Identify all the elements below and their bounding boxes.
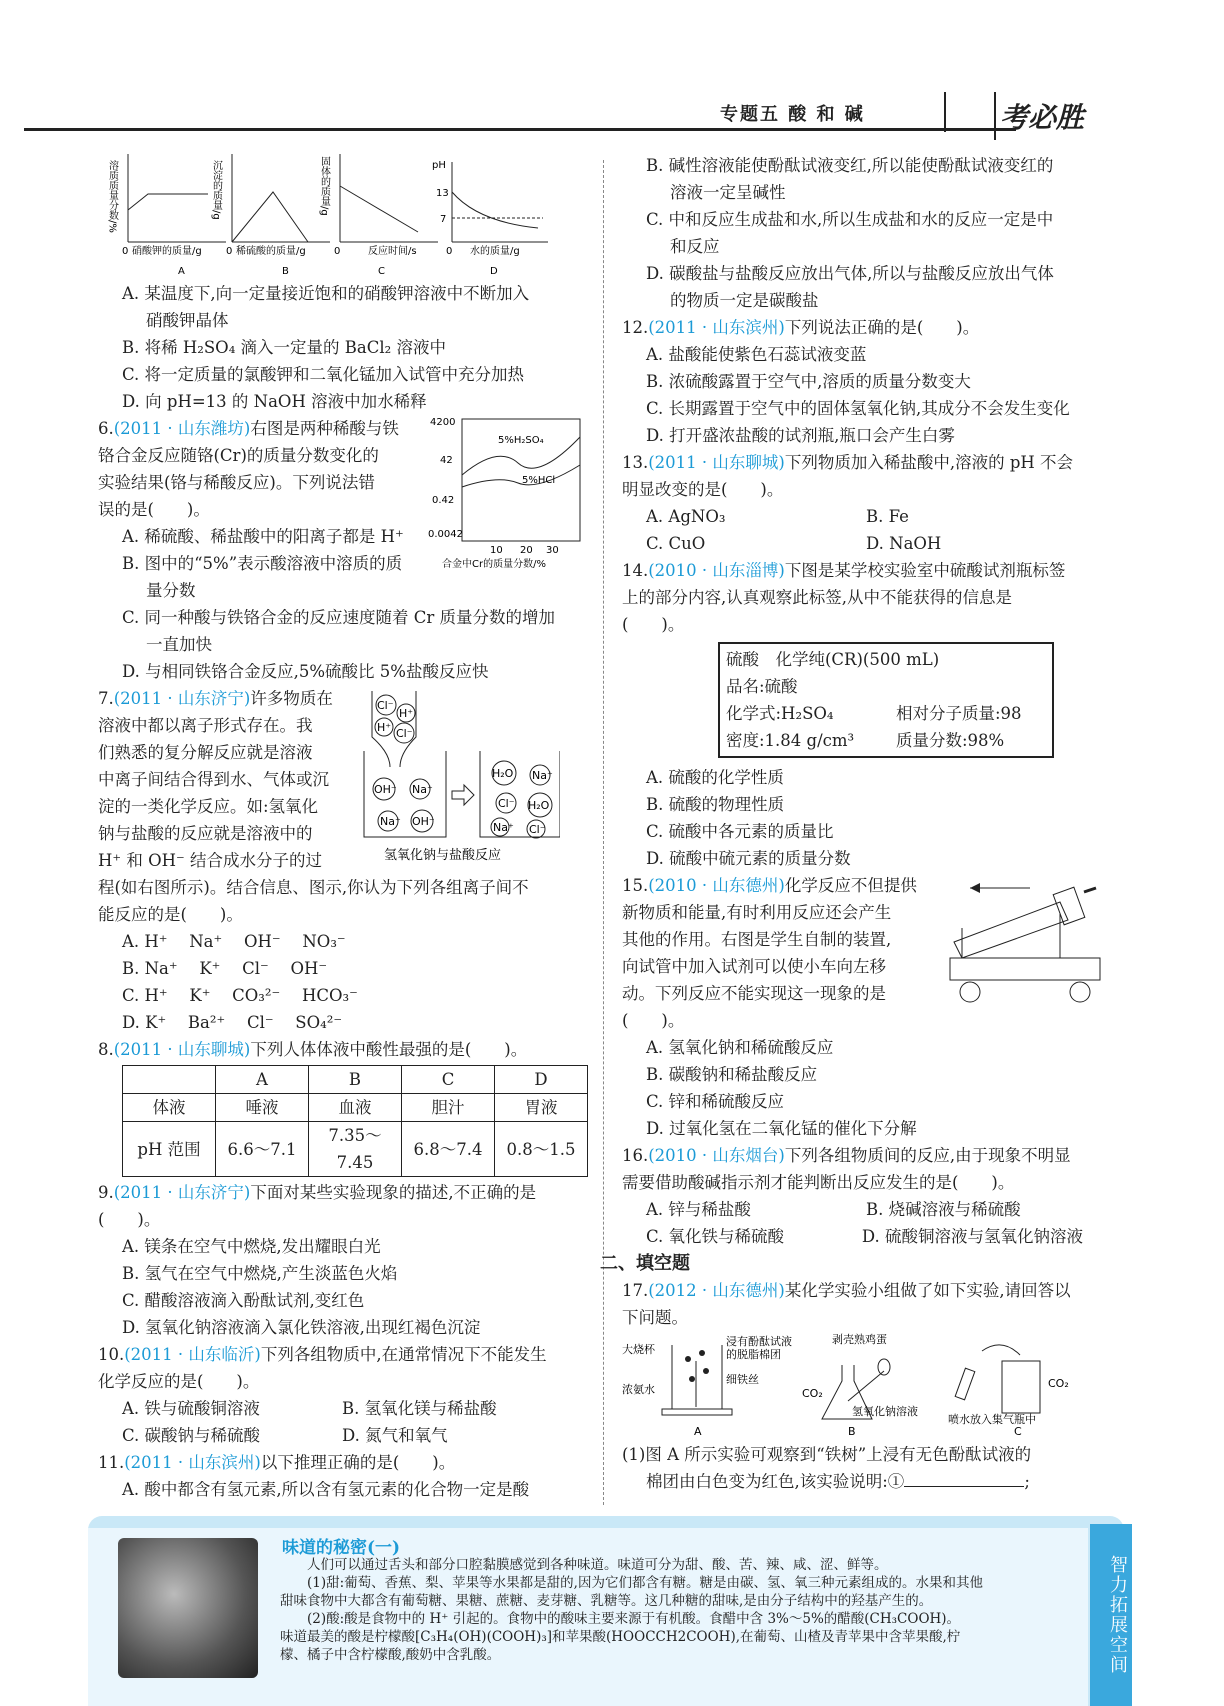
graph-a (107, 154, 227, 277)
q7-line-9: 能反应的是( )。 (98, 905, 243, 924)
q9-option-d: D. 氢氧化钠溶液滴入氯化铁溶液,出现红褐色沉淀 (122, 1318, 481, 1337)
q5-option-c: C. 将一定质量的氯酸钾和二氧化锰加入试管中充分加热 (122, 365, 525, 384)
q9-option-b: B. 氢气在空气中燃烧,产生淡蓝色火焰 (122, 1264, 398, 1283)
q10-options-row-2 (98, 1422, 598, 1449)
q15-option-d: D. 过氧化氢在二氧化锰的催化下分解 (646, 1119, 917, 1138)
q7-figure-caption: 氢氧化钠与盐酸反应 (384, 848, 502, 863)
extension-line: 甜味食物中大都含有葡萄糖、果糖、蔗糖、麦芽糖、乳糖等。这几种糖的甜味,是由分子结构中的羟基产生的。 (280, 1593, 933, 1609)
q15-line-5: 动。下列反应不能实现这一现象的是 (622, 984, 886, 1003)
question-7 (98, 685, 598, 1036)
q16-stem-cont: 需要借助酸碱指示剂才能判断出反应发生的是( )。 (622, 1173, 1015, 1192)
graph-d-origin: 0 (446, 246, 453, 257)
q7-option-d: D. K⁺ Ba²⁺ Cl⁻ SO₄²⁻ (122, 1013, 343, 1032)
q15-line-6: ( )。 (622, 1011, 685, 1030)
answer-blank[interactable] (904, 1468, 1024, 1487)
q13-option-a: A. AgNO₃ (646, 507, 726, 526)
ion-h-2: H⁺ (377, 721, 392, 734)
q7-ion-figure (360, 687, 560, 877)
figure-a (622, 1334, 792, 1438)
q14-stem-cont: 上的部分内容,认真观察此标签,从中不能获得的信息是 (622, 588, 1012, 607)
graph-a-origin: 0 (122, 246, 129, 257)
ion-oh: OH⁻ (374, 783, 397, 796)
label-line-2: 品名:硫酸 (726, 677, 798, 696)
ion-na: Na⁺ (412, 783, 433, 796)
q7-line-8: 程(如右图所示)。结合信息、图示,你认为下列各组离子间不 (98, 878, 529, 897)
q6-xlabel: 合金中Cr的质量分数/% (442, 559, 546, 570)
graph-d-tick-7: 7 (440, 214, 447, 225)
question-6 (98, 415, 598, 685)
label-big-beaker: 大烧杯 (622, 1343, 655, 1356)
q6-ytick-042: 0.42 (432, 495, 455, 506)
q10-stem: 10.(2011 · 山东临沂)下列各组物质中,在通常情况下不能发生 (98, 1345, 547, 1364)
q11-stem: 11.(2011 · 山东滨州)以下推理正确的是( )。 (98, 1453, 456, 1472)
q11-option-a: A. 酸中都含有氢元素,所以含有氢元素的化合物一定是酸 (122, 1480, 530, 1499)
label-phenolphthalein: 浸有酚酞试液 (726, 1335, 792, 1348)
q13-options-row-1 (622, 503, 1117, 530)
table-cell (123, 1066, 216, 1094)
q10-option-b: B. 氢氧化镁与稀盐酸 (342, 1399, 497, 1418)
figure-c-letter: C (1014, 1425, 1022, 1438)
graph-d-letter: D (490, 266, 498, 277)
q15-option-b: B. 碳酸钠和稀盐酸反应 (646, 1065, 818, 1084)
q14-option-a: A. 硫酸的化学性质 (646, 768, 784, 787)
page-header-title: 专题五 酸 和 碱 (720, 104, 865, 125)
graph-c (319, 154, 439, 277)
q7-line-5: 淀的一类化学反应。如:氢氧化 (98, 797, 319, 816)
q9-stem-cont: ( )。 (98, 1210, 161, 1229)
q10-options-row-1 (98, 1395, 598, 1422)
label-line-3: 化学式:H₂SO₄ 相对分子质量:98 (726, 704, 1022, 723)
q16-option-d: D. 硫酸铜溶液与氢氧化钠溶液 (861, 1227, 1084, 1246)
q10-option-d: D. 氮气和氧气 (342, 1426, 448, 1445)
figure-a-letter: A (694, 1425, 702, 1438)
header-divider-2 (994, 92, 996, 140)
q16-options-row-1 (622, 1196, 1117, 1223)
extension-title: 味道的秘密(一) (282, 1538, 401, 1558)
header-divider (944, 92, 946, 132)
q6-option-a: A. 稀硫酸、稀盐酸中的阳离子都是 H⁺ (122, 527, 404, 546)
table-row (123, 1094, 588, 1122)
q5-graphs (98, 152, 598, 280)
figure-b (802, 1332, 918, 1438)
table-cell: 7.35～7.45 (309, 1122, 402, 1177)
q10-option-c: C. 碳酸钠与稀硫酸 (122, 1426, 261, 1445)
q11-option-b-cont: 溶液一定呈碱性 (670, 183, 786, 202)
column-divider (603, 160, 604, 1505)
ion-cl-2: Cl⁻ (396, 727, 413, 740)
q12-option-a: A. 盐酸能使紫色石蕊试液变蓝 (646, 345, 867, 364)
table-cell: pH 范围 (123, 1122, 216, 1177)
graph-b-letter: B (282, 266, 289, 277)
q7-option-c: C. H⁺ K⁺ CO₃²⁻ HCO₃⁻ (122, 986, 358, 1005)
q14-option-d: D. 硫酸中硫元素的质量分数 (646, 849, 851, 868)
ion-h2o: H₂O (492, 767, 514, 780)
q16-stem: 16.(2010 · 山东烟台)下列各组物质间的反应,由于现象不明显 (622, 1146, 1071, 1165)
q13-option-d: D. NaOH (866, 534, 942, 553)
q6-line-1: 6.(2011 · 山东潍坊)右图是两种稀酸与铁 (98, 419, 399, 438)
graph-b (211, 154, 331, 277)
table-row (123, 1122, 588, 1177)
q15-line-2: 新物质和能量,有时利用反应还会产生 (622, 903, 892, 922)
q7-option-b: B. Na⁺ K⁺ Cl⁻ OH⁻ (122, 959, 328, 978)
q15-line-3: 其他的作用。右图是学生自制的装置, (622, 930, 892, 949)
q16-option-a: A. 锌与稀盐酸 (646, 1200, 751, 1219)
q7-line-4: 中离子间结合得到水、气体或沉 (98, 770, 329, 789)
q6-ytick-4200: 4200 (430, 417, 456, 428)
q13-option-c: C. CuO (646, 534, 706, 553)
q15-option-c: C. 锌和稀硫酸反应 (646, 1092, 785, 1111)
brand-logo: 考必胜 (1000, 101, 1085, 134)
table-cell: 6.6～7.1 (216, 1122, 309, 1177)
graph-a-letter: A (178, 266, 185, 277)
q6-line-3: 实验结果(铬与稀酸反应)。下列说法错 (98, 473, 375, 492)
q16-option-c: C. 氧化铁与稀硫酸 (646, 1227, 785, 1246)
q7-line-2: 溶液中都以离子形式存在。我 (98, 716, 313, 735)
q7-line-7: H⁺ 和 OH⁻ 结合成水分子的过 (98, 851, 322, 870)
figure-c (948, 1345, 1069, 1438)
q17-stem: 17.(2012 · 山东德州)某化学实验小组做了如下实验,请回答以 (622, 1281, 1071, 1300)
q14-stem: 14.(2010 · 山东淄博)下图是某学校实验室中硫酸试剂瓶标签 (622, 561, 1066, 580)
reagent-label (718, 642, 1054, 758)
q6-xtick-10: 10 (490, 545, 503, 556)
q6-option-b-cont: 量分数 (146, 581, 196, 600)
q13-stem-cont: 明显改变的是( )。 (622, 480, 784, 499)
question-15 (622, 872, 1117, 1142)
q13-option-b: B. Fe (866, 507, 909, 526)
q12-option-d: D. 打开盛浓盐酸的试剂瓶,瓶口会产生白雾 (646, 426, 955, 445)
graph-b-ylabel: 沉淀的质量/g (210, 160, 222, 220)
graph-d (432, 160, 548, 277)
q15-line-1: 15.(2010 · 山东德州)化学反应不但提供 (622, 876, 917, 895)
q17-part-1-line-1: (1)图 A 所示实验可观察到“铁树”上浸有无色酚酞试液的 (622, 1445, 1032, 1464)
q17-experiment-figure (622, 1331, 1112, 1441)
q14-option-b: B. 硫酸的物理性质 (646, 795, 785, 814)
label-cotton: 的脱脂棉团 (726, 1348, 781, 1361)
q6-line-2: 铬合金反应随铬(Cr)的质量分数变化的 (98, 446, 379, 465)
q6-xtick-20: 20 (520, 545, 533, 556)
label-naoh: 氢氧化钠溶液 (852, 1405, 918, 1418)
q7-line-6: 钠与盐酸的反应就是溶液中的 (98, 824, 313, 843)
header-rule (24, 128, 1016, 131)
extension-line: 人们可以通过舌头和部分口腔黏膜感觉到各种味道。味道可分为甜、酸、苦、辣、咸、涩、鲜等。 (307, 1557, 888, 1573)
graph-d-xlabel: 水的质量/g (470, 246, 520, 257)
q7-line-1: 7.(2011 · 山东济宁)许多物质在 (98, 689, 333, 708)
q9-stem: 9.(2011 · 山东济宁)下面对某些实验现象的描述,不正确的是 (98, 1183, 537, 1202)
table-cell: 唾液 (216, 1094, 309, 1122)
ion-na-3: Na⁺ (532, 769, 553, 782)
q6-option-c-cont: 一直加快 (146, 635, 212, 654)
q6-series-hcl: 5%HCl (522, 475, 556, 486)
q11-option-c: C. 中和反应生成盐和水,所以生成盐和水的反应一定是中 (646, 210, 1054, 229)
q5-option-d: D. 向 pH=13 的 NaOH 溶液中加水稀释 (122, 392, 427, 411)
q6-xtick-30: 30 (546, 545, 559, 556)
q15-line-4: 向试管中加入试剂可以使小车向左移 (622, 957, 886, 976)
section-2-heading: 二、填空题 (600, 1253, 690, 1274)
q9-option-a: A. 镁条在空气中燃烧,发出耀眼白光 (122, 1237, 381, 1256)
q6-option-c: C. 同一种酸与铁铬合金的反应速度随着 Cr 质量分数的增加 (122, 608, 556, 627)
label-egg: 剥壳熟鸡蛋 (832, 1333, 887, 1346)
q6-option-d: D. 与相同铁铬合金反应,5%硫酸比 5%盐酸反应快 (122, 662, 489, 681)
graph-c-xlabel: 反应时间/s (368, 246, 417, 257)
q8-stem: 8.(2011 · 山东聊城)下列人体体液中酸性最强的是( )。 (98, 1040, 528, 1059)
graph-c-ylabel: 固体的质量/g (318, 156, 330, 216)
table-cell: 0.8～1.5 (495, 1122, 588, 1177)
q5-option-a: A. 某温度下,向一定量接近饱和的硝酸钾溶液中不断加入 (122, 284, 530, 303)
graph-b-xlabel: 稀硫酸的质量/g (236, 246, 306, 257)
q11-option-c-cont: 和反应 (670, 237, 720, 256)
ion-h: H⁺ (399, 707, 414, 720)
graph-d-ylabel: pH (432, 160, 446, 171)
q17-stem-cont: 下问题。 (622, 1308, 688, 1327)
figure-b-letter: B (848, 1425, 856, 1438)
q10-option-a: A. 铁与硫酸铜溶液 (122, 1399, 260, 1418)
q6-series-h2so4: 5%H₂SO₄ (498, 435, 544, 446)
ion-cl-3: Cl⁻ (498, 797, 515, 810)
q15-cart-figure (940, 872, 1110, 1012)
q17-part-1-line-2: 棉团由白色变为红色,该实验说明:① ; (622, 1468, 1117, 1495)
extension-text (280, 1556, 1044, 1664)
q12-option-c: C. 长期露置于空气中的固体氢氧化钠,其成分不会发生变化 (646, 399, 1070, 418)
table-cell: C (402, 1066, 495, 1094)
q6-ytick-00042: 0.0042 (428, 529, 463, 540)
ion-na-4: Na⁺ (493, 821, 514, 834)
kiwi-photo (118, 1538, 258, 1678)
extension-line: 檬、橘子中含柠檬酸,酸奶中含乳酸。 (280, 1647, 501, 1663)
q15-option-a: A. 氢氧化钠和稀硫酸反应 (646, 1038, 834, 1057)
label-ammonia: 浓氨水 (622, 1383, 655, 1396)
table-cell: 6.8～7.4 (402, 1122, 495, 1177)
q12-option-b: B. 浓硫酸露置于空气中,溶质的质量分数变大 (646, 372, 971, 391)
table-cell: 血液 (309, 1094, 402, 1122)
graph-c-origin: 0 (334, 246, 341, 257)
table-cell: B (309, 1066, 402, 1094)
right-column (600, 152, 1117, 1495)
label-line-1: 硫酸 化学纯(CR)(500 mL) (726, 650, 940, 669)
q11-option-b: B. 碱性溶液能使酚酞试液变红,所以能使酚酞试液变红的 (646, 156, 1054, 175)
table-row (123, 1066, 588, 1094)
q8-ph-table (122, 1065, 588, 1177)
graph-b-origin: 0 (226, 246, 233, 257)
q14-stem-cont-2: ( )。 (622, 615, 685, 634)
q10-stem-cont: 化学反应的是( )。 (98, 1372, 260, 1391)
label-spray-water: 喷水放入集气瓶中 (948, 1413, 1036, 1426)
q6-ytick-42: 42 (440, 455, 453, 466)
table-cell: 体液 (123, 1094, 216, 1122)
label-co2-b: CO₂ (802, 1387, 823, 1400)
table-cell: D (495, 1066, 588, 1094)
q6-option-b: B. 图中的“5%”表示酸溶液中溶质的质 (122, 554, 403, 573)
ion-oh-2: OH⁻ (412, 815, 435, 828)
left-column (98, 152, 598, 1503)
table-cell: 胆汁 (402, 1094, 495, 1122)
q16-options-row-2 (622, 1223, 1117, 1250)
table-cell: 胃液 (495, 1094, 588, 1122)
extension-side-tab: 智力拓展空间 (1090, 1524, 1132, 1706)
q7-option-a: A. H⁺ Na⁺ OH⁻ NO₃⁻ (122, 932, 346, 951)
graph-a-xlabel: 硝酸钾的质量/g (132, 246, 202, 257)
q16-option-b: B. 烧碱溶液与稀硫酸 (866, 1200, 1021, 1219)
graph-a-ylabel: 溶质质量分数/% (106, 160, 118, 233)
label-iron-wire: 细铁丝 (726, 1373, 759, 1386)
q6-rate-chart (428, 415, 588, 575)
graph-d-tick-13: 13 (436, 188, 449, 199)
extension-line: (1)甜:葡萄、香蕉、梨、苹果等水果都是甜的,因为它们都含有糖。糖是由碳、氢、氧三种元素组成的。水果和其他 (307, 1575, 983, 1591)
q11-option-d-cont: 的物质一定是碳酸盐 (670, 291, 819, 310)
extension-line: (2)酸:酸是食物中的 H⁺ 引起的。食物中的酸味主要来源于有机酸。食醋中含 3%～5%的醋酸(CH₃COOH)。 (307, 1611, 961, 1627)
extension-line: 味道最美的酸是柠檬酸[C₃H₄(OH)(COOH)₃]和苹果酸(HOOCCH2COOH),在葡萄、山楂及青苹果中含苹果酸,柠 (280, 1629, 961, 1645)
label-line-4: 密度:1.84 g/cm³ 质量分数:98% (726, 731, 1005, 750)
q13-stem: 13.(2011 · 山东聊城)下列物质加入稀盐酸中,溶液的 pH 不会 (622, 453, 1074, 472)
q5-option-b: B. 将稀 H₂SO₄ 滴入一定量的 BaCl₂ 溶液中 (122, 338, 447, 357)
label-co2-c: CO₂ (1048, 1377, 1069, 1390)
q11-option-d: D. 碳酸盐与盐酸反应放出气体,所以与盐酸反应放出气体 (646, 264, 1054, 283)
ion-cl-4: Cl⁻ (529, 823, 546, 836)
ion-na-2: Na⁺ (380, 815, 401, 828)
q7-line-3: 们熟悉的复分解反应就是溶液 (98, 743, 313, 762)
q6-line-4: 误的是( )。 (98, 500, 210, 519)
ion-h2o-2: H₂O (528, 799, 550, 812)
q5-option-a-cont: 硝酸钾晶体 (146, 311, 229, 330)
graph-c-letter: C (378, 266, 385, 277)
table-cell: A (216, 1066, 309, 1094)
q12-stem: 12.(2011 · 山东滨州)下列说法正确的是( )。 (622, 318, 980, 337)
q9-option-c: C. 醋酸溶液滴入酚酞试剂,变红色 (122, 1291, 365, 1310)
q14-option-c: C. 硫酸中各元素的质量比 (646, 822, 834, 841)
q13-options-row-2 (622, 530, 1117, 557)
ion-cl: Cl⁻ (377, 699, 394, 712)
